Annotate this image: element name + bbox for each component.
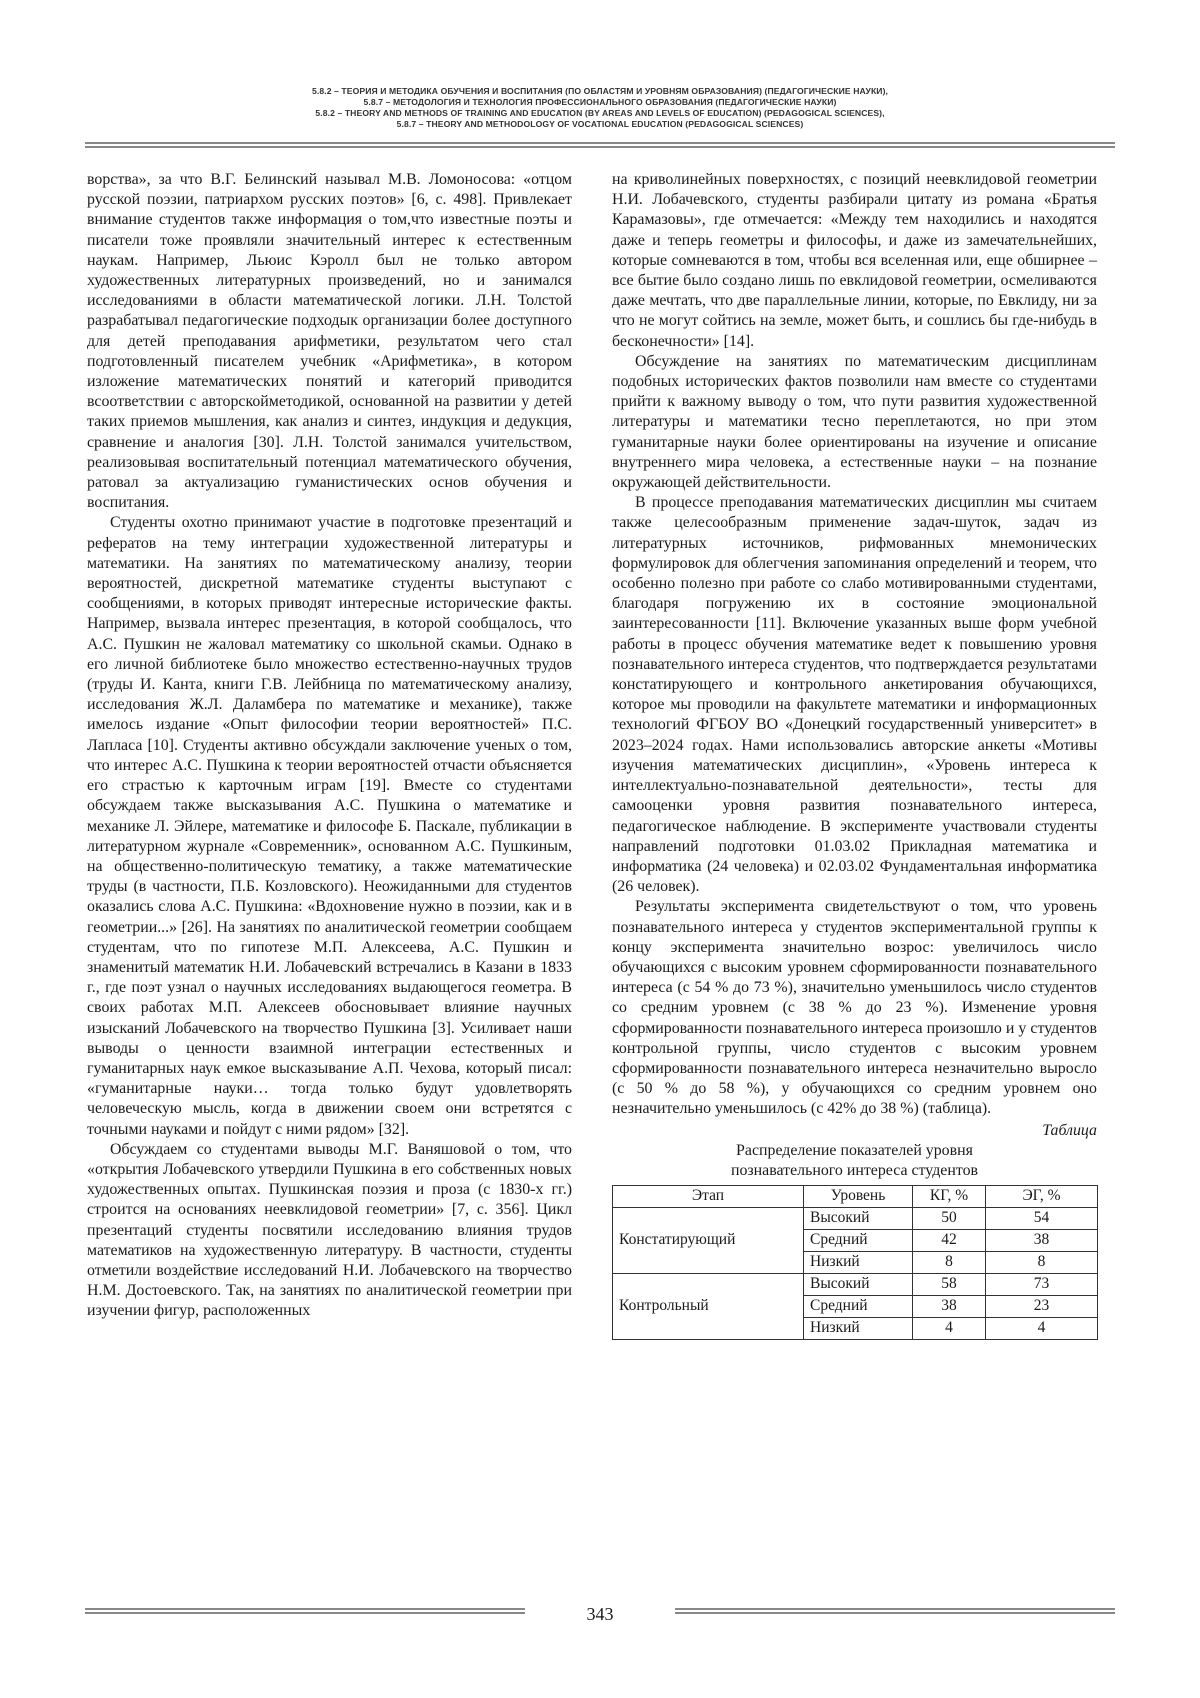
level-cell: Средний (804, 1295, 913, 1317)
table-label: Таблица (1042, 1121, 1097, 1139)
kg-cell: 58 (913, 1273, 986, 1295)
kg-cell: 8 (913, 1251, 986, 1273)
header-eg: ЭГ, % (986, 1185, 1098, 1207)
eg-cell: 54 (986, 1207, 1098, 1229)
level-cell: Высокий (804, 1273, 913, 1295)
header-line-2: 5.8.7 – МЕТОДОЛОГИЯ И ТЕХНОЛОГИЯ ПРОФЕССИОНАЛЬНОГО ОБРАЗОВАНИЯ (ПЕДАГОГИЧЕСКИЕ НАУКИ) (363, 97, 837, 107)
paragraph: Результаты эксперимента свидетельствуют о том, что уровень познавательного интереса у студентов экспериментальной группы к концу эксперимента значительно возрос: увеличилось число обучающихся с высоким уровнем сформированности познавательного интереса (с 54 % до 73 %), значительно уменьшилось число студентов со средним уровнем (с 38 % до 23 %). Изменение уровня сформированности познавательного интереса произошло и у студентов контрольной группы, число студентов с высоким уровнем сформированности познавательного интереса незначительно выросло (с 50 % до 58 %), у обучающихся со средним уровнем оно незначительно уменьшилось (с 42% до 38 %) (таблица). (612, 898, 1097, 1118)
level-cell: Высокий (804, 1207, 913, 1229)
kg-cell: 4 (913, 1317, 986, 1339)
table-header-row (613, 1185, 1098, 1207)
kg-cell: 42 (913, 1229, 986, 1251)
header-line-1: 5.8.2 – ТЕОРИЯ И МЕТОДИКА ОБУЧЕНИЯ И ВОСПИТАНИЯ (ПО ОБЛАСТЯМ И УРОВНЯМ ОБРАЗОВАНИЯ) (ПЕДАГОГИЧЕСКИЕ НАУКИ), (311, 86, 889, 96)
table-row (613, 1207, 1098, 1229)
header-kg: КГ, % (913, 1185, 986, 1207)
stage-cell: Констатирующий (613, 1207, 804, 1273)
table-row (613, 1273, 1098, 1295)
footer-divider-right (675, 1608, 1115, 1616)
header-line-3: 5.8.2 – THEORY AND METHODS OF TRAINING AND EDUCATION (BY AREAS AND LEVELS OF EDUCATION) (PEDAGOGICAL SCIENCES), (315, 108, 885, 118)
header-level: Уровень (804, 1185, 913, 1207)
level-cell: Низкий (804, 1317, 913, 1339)
header-divider (85, 142, 1115, 150)
running-header (85, 86, 1115, 130)
stage-cell: Контрольный (613, 1273, 804, 1339)
header-stage: Этап (613, 1185, 804, 1207)
table-caption-line: познавательного интереса студентов (730, 1161, 979, 1179)
paragraph: Обсуждение на занятиях по математическим дисциплинам подобных исторических фактов позволили нам вместе со студентами прийти к важному выводу о том, что пути развития художественной литературы и математики тесно переплетаются, но при этом гуманитарные науки более ориентированы на изучение и описание внутреннего мира человека, а естественные науки – на познание окружающей действительности. (612, 352, 1097, 492)
results-table (612, 1185, 1098, 1340)
paragraph: ворства», за что В.Г. Белинский называл М.В. Ломоносова: «отцом русской поэзии, патриархом русских поэтов» [6, с. 498]. Привлекает внимание студентов также информация о том,что известные поэты и писатели тоже проявляли значительный интерес к естественным наукам. Например, Льюис Кэролл был не только автором художественных литературных произведений, но и занимался исследованиями в области математической логики. Л.Н. Толстой разрабатывал педагогические подходык организации более доступного для детей преподавания арифметики, результатом чего стал подготовленный писателем учебник «Арифметика», в котором изложение математических понятий и категорий приводится всоответствии с авторскойметодикой, основанной на развитии у детей таких приемов мышления, как анализ и синтез, индукция и дедукция, сравнение и аналогия [30]. Л.Н. Толстой занимался учительством, реализовывая воспитательный потенциал математического обучения, ратовал за актуализацию гуманистических основ обучения и воспитания. (87, 171, 572, 512)
table-caption (612, 1141, 1097, 1181)
right-column (612, 170, 1097, 1340)
level-cell: Средний (804, 1229, 913, 1251)
paragraph: Студенты охотно принимают участие в подготовке презентаций и рефератов на тему интеграции художественной литературы и математики. На занятиях по математическому анализу, теории вероятностей, дискретной математике студенты выступают с сообщениями, в которых приводят интересные исторические факты. Например, вызвала интерес презентация, в которой сообщалось, что А.С. Пушкин не жаловал математику со школьной скамьи. Однако в его личной библиотеке было множество естественно-научных трудов (труды И. Канта, книги Г.В. Лейбница по математическому анализу, исследования Ж.Л. Даламбера по математике и механике), также имелось издание «Опыт философии теории вероятностей» П.С. Лапласа [10]. Студенты активно обсуждали заключение ученых о том, что интерес А.С. Пушкина к теории вероятностей отчасти объясняется его страстью к карточным играм [19]. Вместе со студентами обсуждаем также высказывания А.С. Пушкина о математике и механике Л. Эйлере, математике и философе Б. Паскале, публикации в литературном журнале «Современник», основанном А.С. Пушкиным, на общественно-политическую тематику, а также математические труды (в частности, П.Б. Козловского). Неожиданными для студентов оказались слова А.С. Пушкина: «Вдохновение нужно в поэзии, как и в геометрии...» [26]. На занятиях по аналитической геометрии сообщаем студентам, что по гипотезе М.П. Алексеева, А.С. Пушкин и знаменитый математик Н.И. Лобачевский встречались в Казани в 1833 г., где поэт узнал о научных исследованиях выдающегося геометра. В своих работах М.П. Алексеев обосновывает влияние научных изысканий Лобачевского на творчество Пушкина [3]. Усиливает наши выводы о ценности взаимной интеграции естественных и гуманитарных наук емкое высказывание А.П. Чехова, который писал: «гуманитарные науки… тогда только будут удовлетворять человеческую мысль, когда в движении своем они встретятся с точными науками и пойдут с ними рядом» [32]. (87, 514, 572, 1138)
footer-divider-left (85, 1608, 525, 1616)
page-number: 343 (586, 1604, 614, 1624)
eg-cell: 8 (986, 1251, 1098, 1273)
kg-cell: 50 (913, 1207, 986, 1229)
eg-cell: 38 (986, 1229, 1098, 1251)
paragraph: на криволинейных поверхностях, с позиций неевклидовой геометрии Н.И. Лобачевского, студенты разбирали цитату из романа «Братья Карамазовы», где отмечается: «Между тем находились и находятся даже и теперь геометры и философы, и даже из замечательнейших, которые сомневаются в том, чтобы вся вселенная или, еще обширнее – все бытие было создано лишь по евклидовой геометрии, осмеливаются даже мечтать, что две параллельные линии, которые, по Евклиду, ни за что не могут сойтись на земле, может быть, и сошлись бы где-нибудь в бесконечности» [14]. (612, 171, 1097, 350)
kg-cell: 38 (913, 1295, 986, 1317)
paragraph: В процессе преподавания математических дисциплин мы считаем также целесообразным применение задач-шуток, задач из литературных источников, рифмованных мнемонических формулировок для облегчения запоминания определений и теорем, что особенно полезно при работе со слабо мотивированными студентами, благодаря погружению их в состояние эмоциональной заинтересованности [11]. Включение указанных выше форм учебной работы в процесс обучения математике ведет к повышению уровня познавательного интереса студентов, что подтверждается результатами констатирующего и контрольного анкетирования обучающихся, которое мы проводили на факультете математики и информационных технологий ФГБОУ ВО «Донецкий государственный университет» в 2023–2024 годах. Нами использовались авторские анкеты «Мотивы изучения математических дисциплин», «Уровень интереса к интеллектуально-познавательной деятельности», тесты для самооценки уровня развития познавательного интереса, педагогическое наблюдение. В эксперименте участвовали студенты направлений подготовки 01.03.02 Прикладная математика и информатика (24 человека) и 02.03.02 Фундаментальная информатика (26 человек). (612, 494, 1097, 896)
eg-cell: 73 (986, 1273, 1098, 1295)
paragraph: Обсуждаем со студентами выводы М.Г. Ваняшовой о том, что «открытия Лобачевского утвердили Пушкина в его собственных новых художественных опытах. Пушкинская поэзия и проза (с 1830-х гг.) строится на основаниях неевклидовой геометрии» [7, с. 356]. Цикл презентаций студенты посвятили исследованию влияния трудов математиков на художественную литературу. В частности, студенты отметили воздействие исследований Н.И. Лобачевского на творчество Н.М. Достоевского. Так, на занятиях по аналитической геометрии при изучении фигур, расположенных (87, 1140, 572, 1320)
eg-cell: 23 (986, 1295, 1098, 1317)
level-cell: Низкий (804, 1251, 913, 1273)
eg-cell: 4 (986, 1317, 1098, 1339)
header-line-4: 5.8.7 – THEORY AND METHODOLOGY OF VOCATIONAL EDUCATION (PEDAGOGICAL SCIENCES) (396, 119, 804, 129)
table-caption-line: Распределение показателей уровня (736, 1141, 973, 1159)
left-column (87, 170, 572, 1322)
